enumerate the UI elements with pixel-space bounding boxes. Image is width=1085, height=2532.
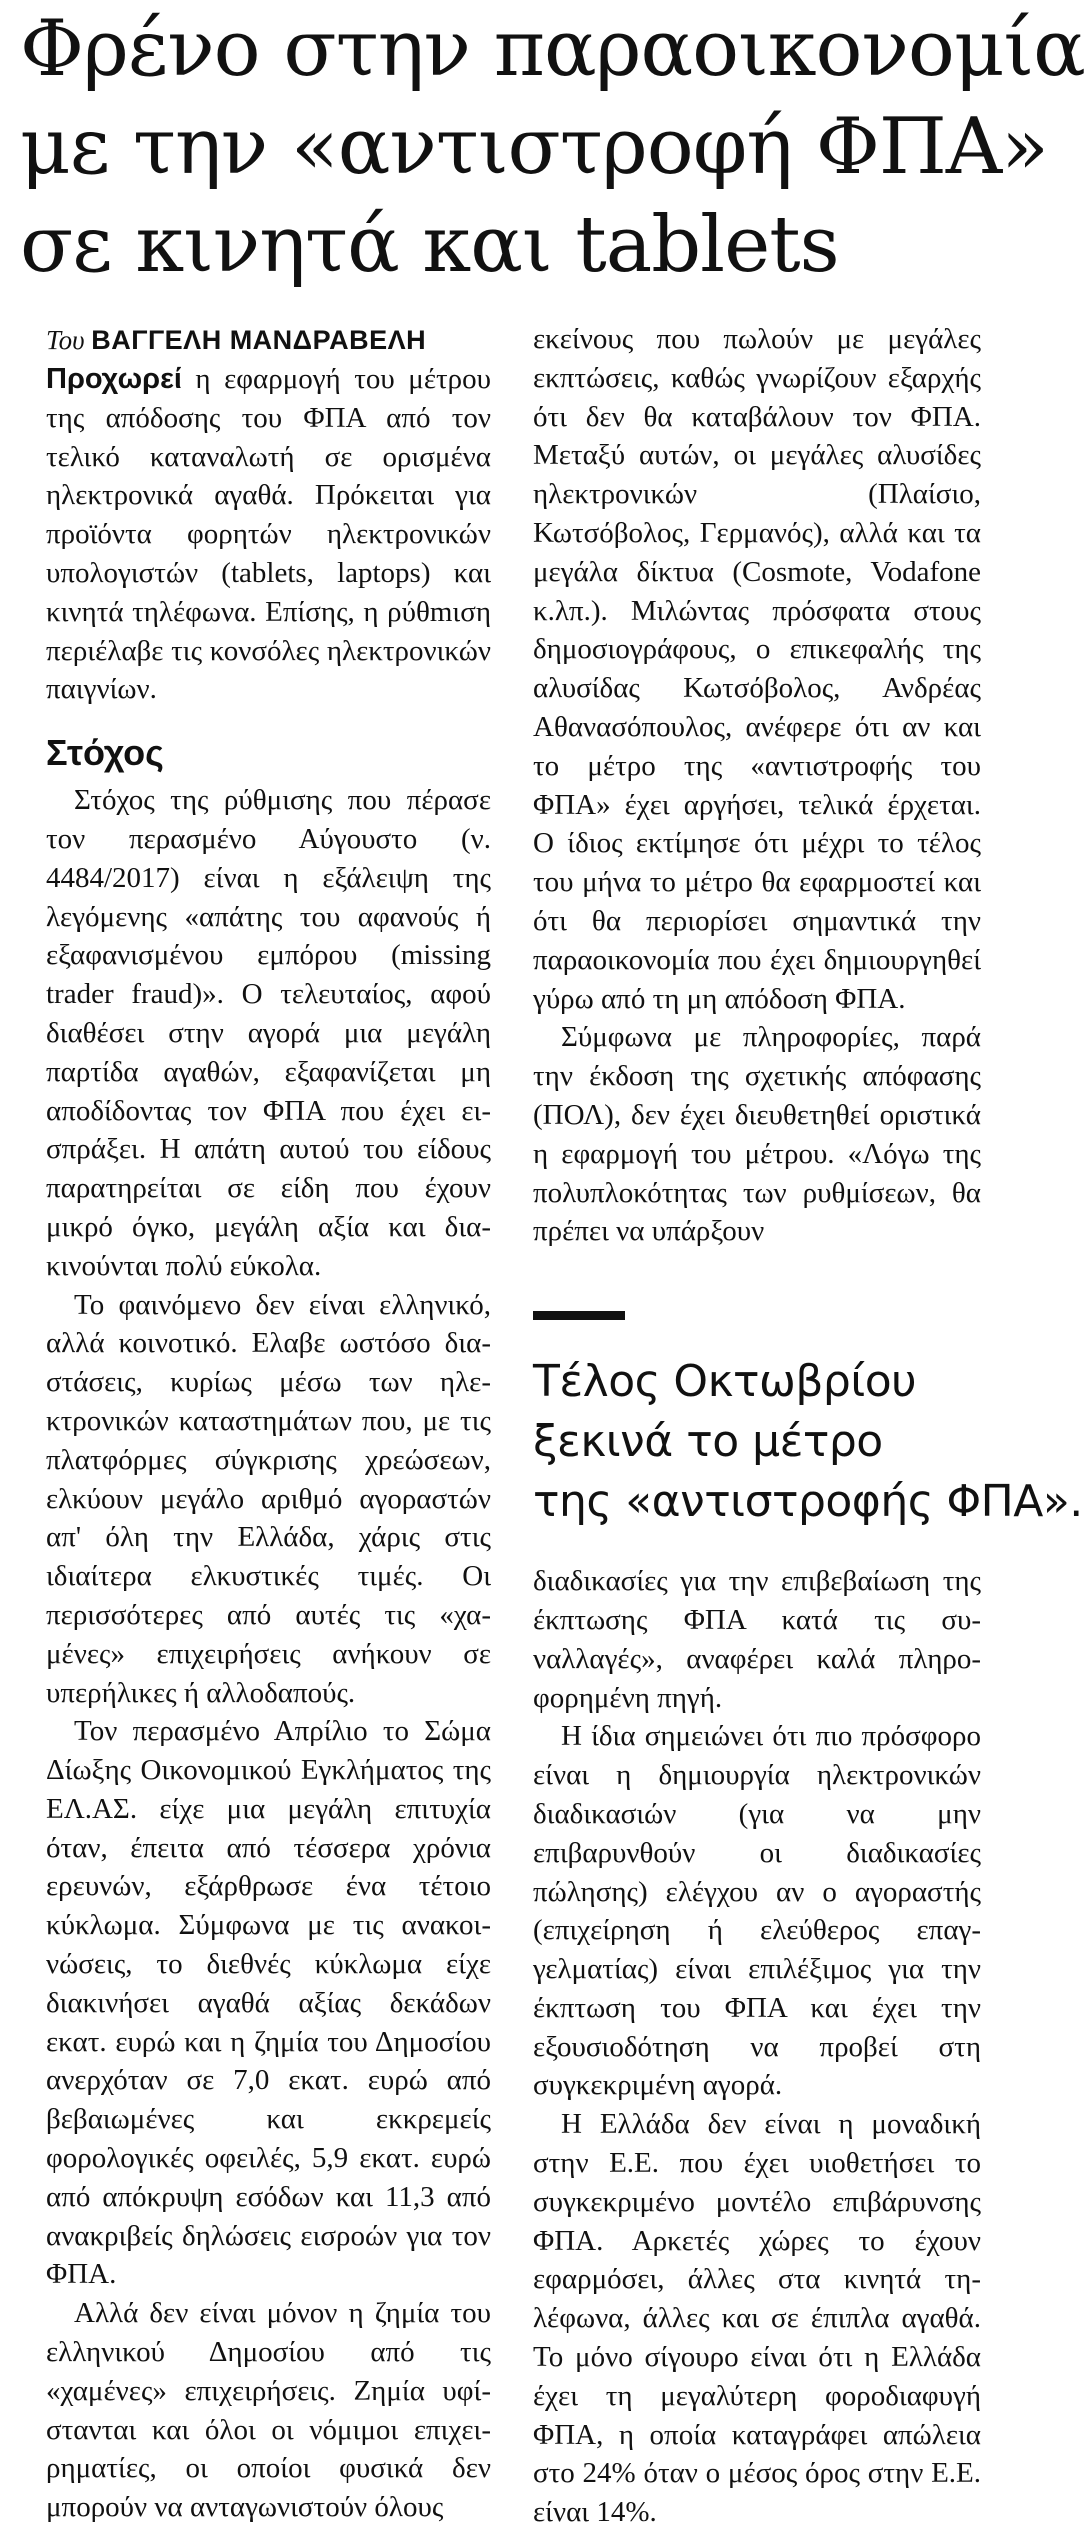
- intro-paragraph: [46, 360, 491, 709]
- pullquote-rule: [533, 1311, 625, 1320]
- body-paragraph: διαδικασίες για την επιβεβαίωση της έκπτωσης ΦΠΑ κατά τις συναλλαγές», αναφέρει καλά πληροφορημένη πηγή.: [533, 1565, 981, 1714]
- byline-prefix: Του: [46, 325, 85, 355]
- body-paragraph: εκείνους που πωλούν με μεγάλες εκπτώσεις, καθώς γνωρίζουν εξαρχής ότι δεν θα καταβάλουν τον ΦΠΑ. Μεταξύ αυτών, οι μεγάλες αλυσίδες ηλεκτρονικών (Πλαίσιο, Κωτσόβολος, Γερμανός), αλλά και τα μεγάλα δίκτυα (Cosmote, Vodafone κ.λπ.). Μιλώντας πρόσφατα στους δημοσιογράφους, ο επικεφαλής της αλυσίδας Κωτσόβολος, Ανδρέας Αθανασόπουλος, ανέφερε ότι αν και το μέτρο της «αντιστροφής του ΦΠΑ» έχει αργήσει, τελικά έρχεται. Ο ίδιος εκτίμησε ότι μέχρι το τέλος του μήνα το μέτρο θα εφαρμοστεί και ότι θα περιορίσει σημαντικά την παραοικονομία που έχει δημιουργηθεί γύρω από τη μη απόδοση ΦΠΑ.: [533, 323, 981, 1015]
- intro-lead-word: Προχωρεί: [46, 363, 182, 395]
- pullquote-line-1: Τέλος Οκτωβρίου: [533, 1356, 917, 1408]
- section-subhead: Στόχος: [46, 732, 164, 774]
- right-column: [533, 320, 1083, 2532]
- body-paragraph: Αλλά δεν είναι μόνον η ζημία του ελληνικού Δημοσίου από τις «χαμένες» επιχειρήσεις. Ζημία υφίστανται και όλοι οι νόμιμοι επιχειρηματίες, οι οποίοι φυσικά δεν μπορούν να ανταγωνιστούν όλους: [46, 2297, 491, 2524]
- headline-line-2: με την «αντιστροφή ΦΠΑ»: [20, 102, 1048, 192]
- body-paragraph: Στόχος της ρύθμισης που πέρασε τον περασμένο Αύγουστο (ν. 4484/2017) είναι η εξάλειψη της λεγόμενης «απάτης του αφανούς ή εξαφανισμένου εμπόρου (missing trader fraud)». Ο τελευταίος, αφού διαθέσει στην αγορά μια μεγάλη παρτίδα αγαθών, εξαφανίζεται μη αποδίδοντας τον ΦΠΑ που έχει εισπράξει. Η απάτη αυτού του είδους παρατηρείται σε είδη που έχουν μικρό όγκο, μεγάλη αξία και διακινούνται πολύ εύκολα.: [46, 784, 491, 1282]
- pullquote-box: [533, 1352, 1083, 1532]
- headline-line-1: Φρένο στην παραοικονομία: [20, 4, 1085, 94]
- body-paragraph: Τον περασμένο Απρίλιο το Σώμα Δίωξης Οικονομικού Εγκλήματος της ΕΛ.ΑΣ. είχε μια μεγάλη επιτυχία όταν, έπειτα από τέσσερα χρόνια ερευνών, εξάρθρωσε ένα τέτοιο κύκλωμα. Σύμφωνα με τις ανακοινώσεις, το διεθνές κύκλωμα είχε διακινήσει αγαθά αξίας δεκάδων εκατ. ευρώ και η ζημία του Δημοσίου ανερχόταν σε 7,0 εκατ. ευρώ από βεβαιωμένες και εκκρεμείς φορολογικές οφειλές, 5,9 εκατ. ευρώ από απόκρυψη εσόδων και 11,3 από ανακριβείς δηλώσεις εισροών για τον ΦΠΑ.: [46, 1715, 491, 2291]
- headline-line-3: σε κινητά και tablets: [20, 200, 839, 290]
- pullquote-line-2: ξεκινά το μέτρο: [533, 1416, 883, 1468]
- byline: [46, 320, 491, 360]
- body-paragraph: Η Ελλάδα δεν είναι η μοναδική στην Ε.Ε. που έχει υιοθετήσει το συγκεκριμένο μοντέλο επιβάρυνσης ΦΠΑ. Αρκετές χώρες το έχουν εφαρμόσει, άλλες στα κινητά τηλέφωνα, άλλες και σε έπιπλα αγαθά. Το μόνο σίγουρο είναι ότι η Ελλάδα έχει τη μεγαλύτερη φοροδιαφυγή ΦΠΑ, η οποία καταγράφει απώλεια στο 24% όταν ο μέσος όρος στην Ε.Ε. είναι 14%.: [533, 2108, 981, 2529]
- article-headline: [20, 0, 1085, 294]
- intro-text: η εφαρμογή του μέτρου της απόδοσης του ΦΠΑ από τον τελικό καταναλωτή σε ορισμένα ηλεκτρονικά αγαθά. Πρόκειται για προϊόντα φορητών ηλεκτρονικών υπολογιστών (tablets, laptops) και κινητά τηλέφωνα. Επίσης, η ρύθmιση περιέλαβε τις κονσόλες ηλεκτρονικών παιγνίων.: [46, 363, 491, 706]
- body-paragraph: Η ίδια σημειώνει ότι πιο πρόσφορο είναι η δημιουργία ηλεκτρονικών διαδικασιών (για να μην επιβαρυνθούν οι διαδικασίες πώλησης) ελέγχου αν ο αγοραστής (επιχείρηση ή ελεύθερος επαγγελματίας) είναι επιλέξιμος για την έκπτωση του ΦΠΑ και έχει την εξουσιοδότηση να προβεί στη συγκεκριμένη αγορά.: [533, 1720, 981, 2102]
- pullquote-line-3: της «αντιστροφής ΦΠΑ».: [533, 1476, 1083, 1528]
- body-paragraph: Το φαινόμενο δεν είναι ελληνικό, αλλά κοινοτικό. Ελαβε ωστόσο διαστάσεις, κυρίως μέσω των ηλεκτρονικών καταστημάτων που, με τις πλατφόρμες σύγκρισης χρεώσεων, ελκύουν μεγάλο αριθμό αγοραστών απ' όλη την Ελλάδα, χάρις στις ιδιαίτερα ελκυστικές τιμές. Οι περισσότερες από αυτές τις «χαμένες» επιχειρήσεις ανήκουν σε υπερήλικες ή αλλοδαπούς.: [46, 1288, 491, 1709]
- left-column: [46, 320, 491, 2527]
- body-paragraph: Σύμφωνα με πληροφορίες, παρά την έκδοση της σχετικής απόφασης (ΠΟΛ), δεν έχει διευθετηθεί οριστικά η εφαρμογή του μέτρου. «Λόγω της πολυπλοκότητας των ρυθμίσεων, θα πρέπει να υπάρξουν: [533, 1021, 981, 1248]
- byline-author: ΒΑΓΓΕΛΗ ΜΑΝΔΡΑΒΕΛΗ: [91, 325, 427, 355]
